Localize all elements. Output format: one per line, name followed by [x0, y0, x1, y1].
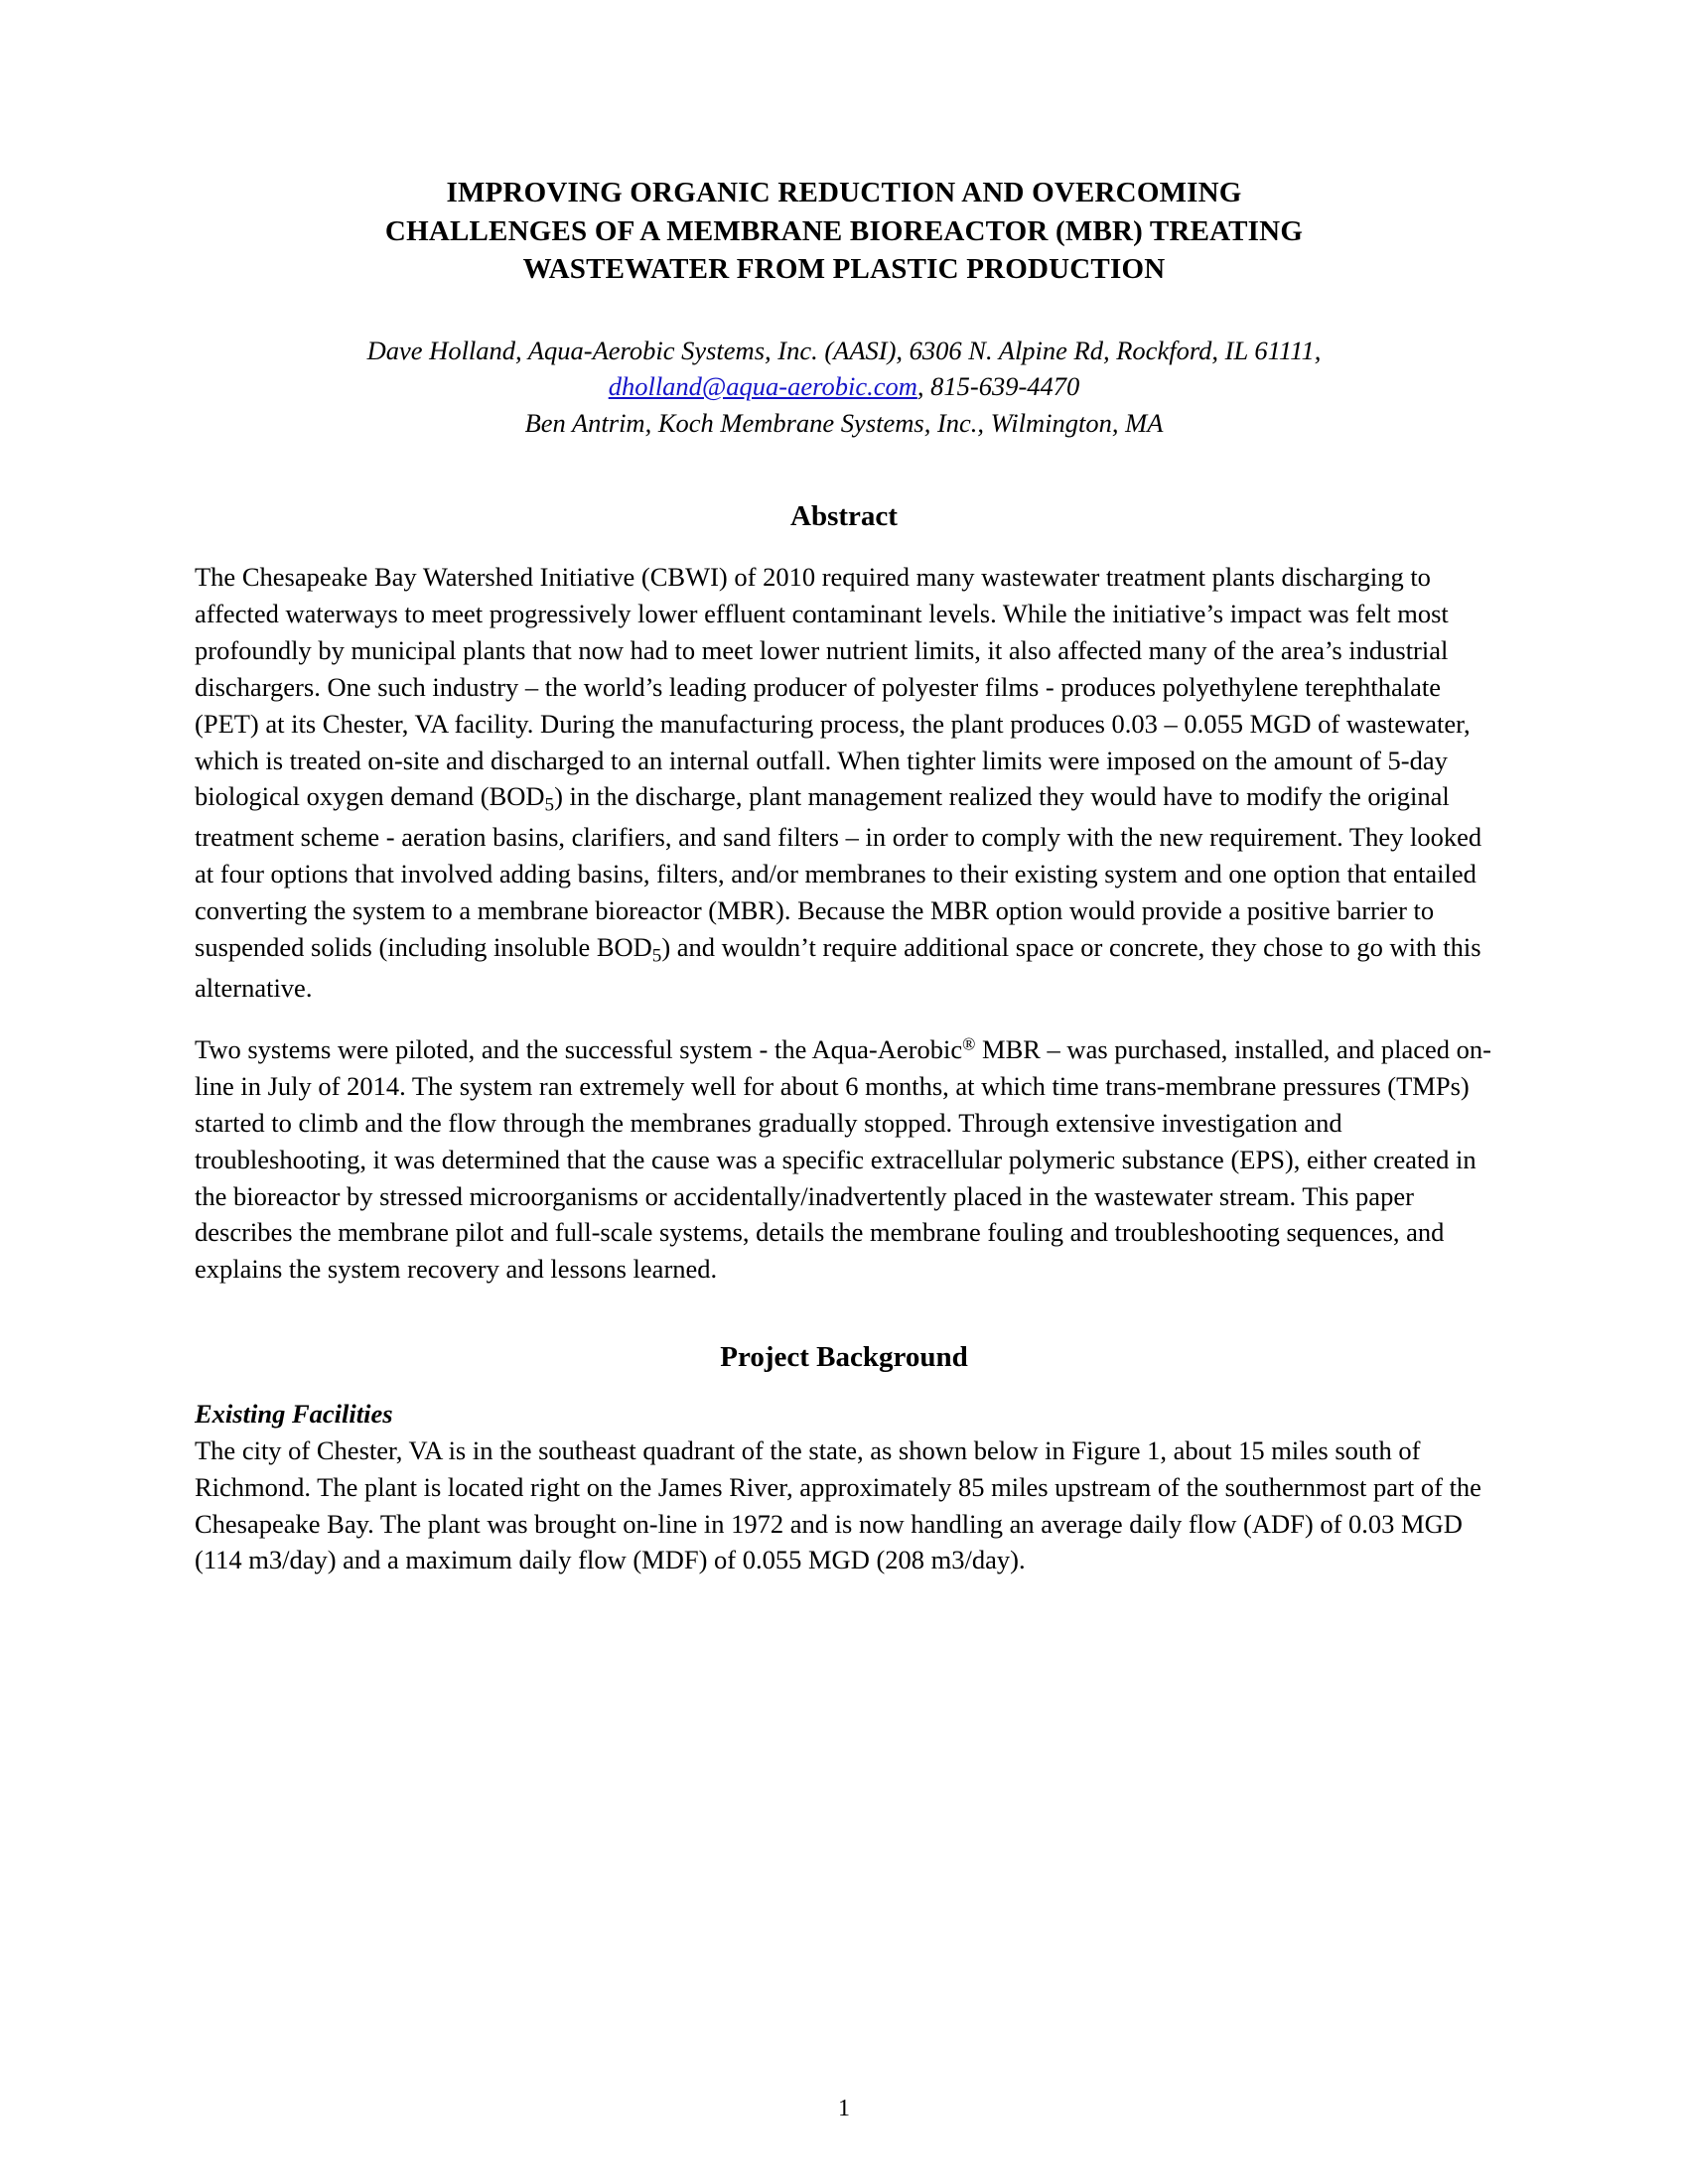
author-phone: , 815-639-4470: [916, 371, 1080, 402]
abstract-p2-part1: Two systems were piloted, and the successful system - the Aqua-Aerobic: [195, 1034, 963, 1065]
author-email-link[interactable]: dholland@aqua-aerobic.com: [608, 371, 917, 402]
paper-title: [224, 174, 1464, 289]
abstract-heading: Abstract: [790, 500, 898, 533]
abstract-p1-part2: ) in the discharge, plant management realized they would have to modify the original treatment scheme - aeration basins, clarifiers, and sand filters – in order to comply with the new requirement. They looked at four options that involved adding basins, filters, and/or membranes to their existing system and one option that entailed converting the system to a membrane bioreactor (MBR). Because the MBR option would provide a positive barrier to suspended solids (including insoluble BOD: [195, 781, 1482, 962]
page-number: 1: [838, 2096, 850, 2121]
coauthor-line: Ben Antrim, Koch Membrane Systems, Inc., Wilmington, MA: [524, 407, 1164, 438]
bod-subscript-1: 5: [544, 794, 555, 816]
registered-trademark-symbol: ®: [962, 1033, 976, 1054]
project-background-paragraph: The city of Chester, VA is in the southeast quadrant of the state, as shown below in Figure 1, about 15 miles south of Richmond. The plant is located right on the James River, approximately 85 miles upstream of the southernmost part of the Chesapeake Bay. The plant was brought on-line in 1972 and is now handling an average daily flow (ADF) of 0.03 MGD (114 m3/day) and a maximum daily flow (MDF) of 0.055 MGD (208 m3/day).: [195, 1434, 1481, 1575]
author-affiliation-line: Dave Holland, Aqua-Aerobic Systems, Inc. (AASI), 6306 N. Alpine Rd, Rockford, IL 61111,: [366, 335, 1322, 365]
bod-subscript-2: 5: [651, 945, 662, 966]
author-contact-line: [195, 368, 1493, 405]
title-line-3: WASTEWATER FROM PLASTIC PRODUCTION: [522, 253, 1166, 286]
abstract-paragraph-2: [195, 1031, 1493, 1288]
existing-facilities-subheading: Existing Facilities: [195, 1399, 393, 1430]
project-background-heading: Project Background: [720, 1341, 968, 1374]
author-block: [195, 333, 1493, 442]
abstract-p1-part3: ) and wouldn’t require additional space or concrete, they chose to go with this alternative.: [195, 931, 1481, 1003]
abstract-p2-part2: MBR – was purchased, installed, and placed on-line in July of 2014. The system ran extremely well for about 6 months, at which time trans-membrane pressures (TMPs) started to climb and the flow through the membranes gradually stopped. Through extensive investigation and troubleshooting, it was determined that the cause was a specific extracellular polymeric substance (EPS), either created in the bioreactor by stressed microorganisms or accidentally/inadvertently placed in the wastewater stream. This paper describes the membrane pilot and full-scale systems, details the membrane fouling and troubleshooting sequences, and explains the system recovery and lessons learned.: [195, 1034, 1491, 1285]
title-line-2: CHALLENGES OF A MEMBRANE BIOREACTOR (MBR) TREATING: [384, 214, 1304, 247]
title-line-1: IMPROVING ORGANIC REDUCTION AND OVERCOMING: [446, 177, 1242, 208]
abstract-paragraph-1: [195, 559, 1493, 1006]
abstract-p1-part1: The Chesapeake Bay Watershed Initiative (CBWI) of 2010 required many wastewater treatment plants discharging to affected waterways to meet progressively lower effluent contaminant levels. While the initiative’s impact was felt most profoundly by municipal plants that now had to meet lower nutrient limits, it also affected many of the area’s industrial dischargers. One such industry – the world’s leading producer of polyester films - produces polyethylene terephthalate (PET) at its Chester, VA facility. During the manufacturing process, the plant produces 0.03 – 0.055 MGD of wastewater, which is treated on-site and discharged to an internal outfall. When tighter limits were imposed on the amount of 5-day biological oxygen demand (BOD: [195, 562, 1471, 812]
